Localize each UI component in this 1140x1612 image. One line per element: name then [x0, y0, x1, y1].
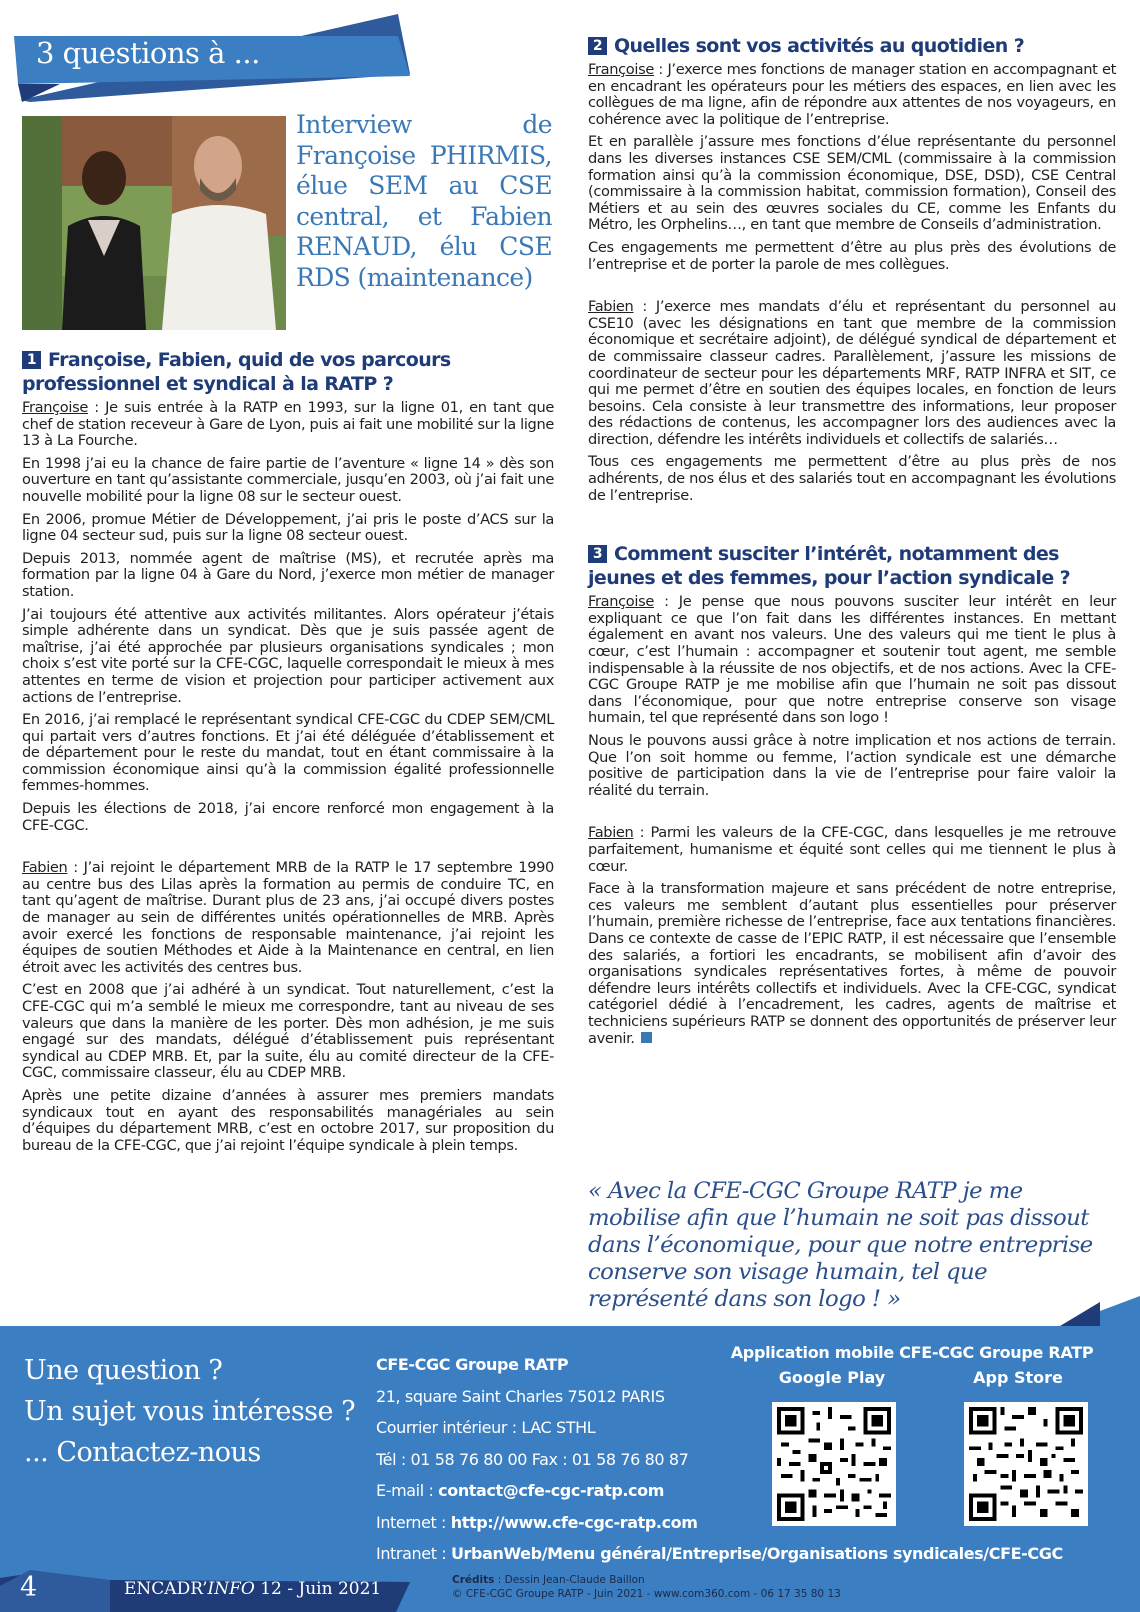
app-store-qr-code[interactable]: [964, 1402, 1088, 1526]
contact-details: CFE-CGC Groupe RATP 21, square Saint Charles 75012 PARIS Courrier intérieur : LAC STHL Tél : 01 58 76 80 00 Fax : 01 58 76 80 87 E-mail : contact@cfe-cgc-ratp.com Internet : http://www.cfe-cgc-ratp.com Intranet : UrbanWeb/Menu général/Entreprise/Organisations syndicales/CFE-CGC: [376, 1349, 1063, 1570]
paragraph: Fabien : J’ai rejoint le département MRB de la RATP le 17 septembre 1990 au centre bus des Lilas après la formation au permis de conduire TC, en tant qu’agent de maîtrise. Durant plus de 23 ans, j’ai occupé divers postes de manager au sein de différentes unités opérationnelles de MRB. Après avoir exercé les fonctions de responsable maintenance, j’ai rejoint les équipes de soutien Méthodes et Aide à la Maintenance en central, en lien étroit avec les activités des centres bus.: [22, 859, 554, 976]
paragraph: Fabien : Parmi les valeurs de la CFE-CGC, dans lesquelles je me retrouve parfaitement, humanisme et équité sont celles qui me tiennent le plus à cœur.: [588, 824, 1116, 875]
phone-fax: Tél : 01 58 76 80 00 Fax : 01 58 76 80 87: [376, 1449, 689, 1469]
paragraph: Ces engagements me permettent d’être au plus près des évolutions de l’entreprise et de porter la parole de mes collègues.: [588, 238, 1116, 273]
paragraph: Tous ces engagements me permettent d’être au plus près de nos adhérents, de nos élus et des salariés tout en accompagnant les évolutions de l’entreprise.: [588, 453, 1116, 504]
paragraph: Après une petite dizaine d’années à assurer mes premiers mandats syndicaux tout en ayant des responsabilités managériales au sein d’équipes du département MRB, c’est en octobre 2017, sur proposition du bureau de la CFE-CGC, que j’ai rejoint l’équipe syndicale à plein temps.: [22, 1086, 554, 1154]
google-play-qr-code[interactable]: [772, 1402, 896, 1526]
right-column: [588, 34, 1116, 1053]
intranet-path: UrbanWeb/Menu général/Entreprise/Organisations syndicales/CFE-CGC: [450, 1544, 1063, 1563]
speaker-name: Fabien: [588, 298, 634, 316]
paragraph: Depuis les élections de 2018, j’ai encore renforcé mon engagement à la CFE-CGC.: [22, 800, 554, 834]
paragraph: Françoise : Je suis entrée à la RATP en 1993, sur la ligne 01, en tant que chef de station receveur à Gare de Lyon, puis ai fait une mobilité sur la ligne 13 à La Fourche.: [22, 399, 554, 450]
question-number: 2: [588, 37, 607, 55]
credits: Crédits : Dessin Jean-Claude Baillon © CFE-CGC Groupe RATP - Juin 2021 - www.com360.com - 06 17 35 80 13: [452, 1574, 841, 1600]
speaker-name: Françoise: [22, 399, 88, 416]
app-title: Application mobile CFE-CGC Groupe RATP: [730, 1343, 1094, 1362]
question-1-heading: [22, 348, 554, 396]
interview-intro: Interview de Françoise PHIRMIS, élue SEM au CSE central, et Fabien RENAUD, élu CSE RDS (maintenance): [296, 110, 552, 292]
page-number: 4: [20, 1572, 38, 1603]
paragraph: Nous le pouvons aussi grâce à notre implication et nos actions de terrain. Que l’on soit homme ou femme, l’action syndicale est une démarche positive de participation dans la vie de l’entreprise pour faire valoir la réalité du terrain.: [588, 732, 1116, 799]
paragraph: Fabien : J’exerce mes mandats d’élu et représentant du personnel au CSE10 (avec les désignations en tant que membre de la commission économique et secrétaire adjoint), de délégué syndical de département et de commissaire classeur cadres. Parallèlement, j’assure les missions de coordinateur de secteur pour les départements MRF, RATP INFRA et SIT, ce qui me permet d’être en soutien des équipes locales, en fonction de leurs besoins. Cela consiste à leur transmettre des informations, leur proposer des rédactions de contenus, les accompagner lors des audiences avec la direction, défendre les intérêts individuels et collectifs de salariés…: [588, 298, 1116, 448]
question-number: 3: [588, 545, 607, 563]
speaker-name: Fabien: [588, 824, 634, 842]
question-1-section: [22, 348, 554, 1160]
question-title: Françoise, Fabien, quid de vos parcours professionnel et syndical à la RATP ?: [22, 349, 451, 395]
question-number: 1: [22, 351, 41, 369]
question-title: Quelles sont vos activités au quotidien ?: [614, 35, 1025, 57]
speaker-name: Françoise: [588, 61, 654, 78]
speaker-name: Françoise: [588, 593, 654, 611]
end-mark-icon: [641, 1032, 652, 1043]
interview-photo: [22, 116, 286, 330]
paragraph: En 1998 j’ai eu la chance de faire partie de l’aventure « ligne 14 » dès son ouverture en tant qu’assistante commerciale, jusqu’en 2003, où j’ai fait une nouvelle mobilité pour la ligne 08 sur le secteur ouest.: [22, 454, 554, 505]
email-link[interactable]: contact@cfe-cgc-ratp.com: [438, 1481, 665, 1500]
issue-label: ENCADR’INFO 12 - Juin 2021: [124, 1579, 382, 1599]
paragraph: En 2006, promue Métier de Développement, j’ai pris le poste d’ACS sur la ligne 04 secteur sud, puis sur la ligne 08 secteur ouest.: [22, 510, 554, 545]
paragraph: Françoise : Je pense que nous pouvons susciter leur intérêt en leur expliquant ce que l’on fait dans les différentes instances. En mettant également en avant nos valeurs. Une des valeurs qui me tient le plus à cœur, c’est l’humain : accompagner et soutenir tout agent, me semble indispensable à la réussite de nos objectifs, et de nos actions. Avec la CFE-CGC Groupe RATP je me mobilise afin que l’humain ne soit pas dissout dans l’économique, pour que notre entreprise conserve son visage humain, tel que représenté dans son logo !: [588, 593, 1116, 727]
pull-quote: « Avec la CFE-CGC Groupe RATP je me mobilise afin que l’humain ne soit pas dissout dans l’économique, pour que notre entreprise conserve son visage humain, tel que représenté dans son logo ! »: [588, 1178, 1093, 1312]
paragraph: Et en parallèle j’assure mes fonctions d’élue représentante du personnel dans les diverses instances CSE SEM/CML (commissaire à la commission formation ainsi qu’à la commission économique, DSE, DSD), CSE Central (commissaire à la commission habitat, commission formation), Conseil des Métiers et au sein des œuvres sociales du CE, comme les Enfants du Métro, les Orphelins…, en tant que membre de Conseils d’administration.: [588, 133, 1116, 234]
paragraph: En 2016, j’ai remplacé le représentant syndical CFE-CGC du CDEP SEM/CML qui partait vers d’autres fonctions. Et j’ai été déléguée d’établissement et de département pour le reste du mandat, tout en étant commissaire à la commission économique ainsi qu’à la commission égalité professionnelle femmes-hommes.: [22, 711, 554, 795]
google-play-label: Google Play: [778, 1368, 886, 1387]
question-2-heading: [588, 34, 1116, 58]
speaker-name: Fabien: [22, 859, 68, 877]
paragraph: C’est en 2008 que j’ai adhéré à un syndicat. Tout naturellement, c’est la CFE-CGC qui m’a semblé le mieux me correspondre, tant au niveau de ses valeurs que dans la manière de les porter. Dès mon adhésion, je me suis engagé sur des mandats, délégué d’établissement puis représentant syndical au CDEP MRB. Et, par la suite, élu au comité directeur de la CFE-CGC, commissaire classeur, élu au CDEP MRB.: [22, 981, 554, 1082]
courrier: Courrier intérieur : LAC STHL: [376, 1418, 596, 1437]
contact-prompt: Une question ? Un sujet vous intéresse ? ... Contactez-nous: [24, 1355, 356, 1468]
paragraph: J’ai toujours été attentive aux activités militantes. Alors opérateur j’étais simple adhérente dans un syndicat. Dès que je suis passée agent de maîtrise, j’ai été approchée par plusieurs organisations syndicales ; mon choix s’est vite porté sur la CFE-CGC, laquelle correspondait le mieux à mes attentes en terme de vision et projection pour participer activement aux actions de l’entreprise.: [22, 605, 554, 706]
question-title: Comment susciter l’intérêt, notamment des jeunes et des femmes, pour l’action syndicale ?: [588, 543, 1071, 590]
paragraph: Face à la transformation majeure et sans précédent de notre entreprise, ces valeurs me semblent d’autant plus essentielles pour préserver l’humain, première richesse de l’entreprise, face aux tentations financières. Dans ce contexte de casse de l’EPIC RATP, il est nécessaire que l’ensemble des salariés, a fortiori les encadrants, se mobilisent afin d’avoir des organisations syndicales représentatives fortes, à même de pouvoir défendre leurs intérêts collectifs et individuels. Avec la CFE-CGC, syndicat catégoriel dédié à l’encadrement, les cadres, agents de maîtrise et techniciens supérieurs RATP se donnent des opportunités de préserver leur avenir.: [588, 880, 1116, 1047]
question-3-heading: [588, 542, 1116, 590]
banner-title: 3 questions à ...: [36, 36, 260, 70]
paragraph: Françoise : J’exerce mes fonctions de manager station en accompagnant et en encadrant les opérateurs pour les métiers des espaces, en lien avec les collègues de ma ligne, afin de répondre aux attentes de nos voyageurs, en cohérence avec la politique de l’entreprise.: [588, 61, 1116, 128]
address: 21, square Saint Charles 75012 PARIS: [376, 1386, 665, 1406]
copyright: © CFE-CGC Groupe RATP - Juin 2021 - www.com360.com - 06 17 35 80 13: [452, 1588, 841, 1600]
website-link[interactable]: http://www.cfe-cgc-ratp.com: [450, 1512, 698, 1532]
org-name: CFE-CGC Groupe RATP: [376, 1355, 569, 1374]
paragraph: Depuis 2013, nommée agent de maîtrise (MS), et recrutée après ma formation par la ligne 04 à Gare du Nord, j’exerce mon métier de manager station.: [22, 549, 554, 600]
app-store-label: App Store: [973, 1368, 1063, 1387]
